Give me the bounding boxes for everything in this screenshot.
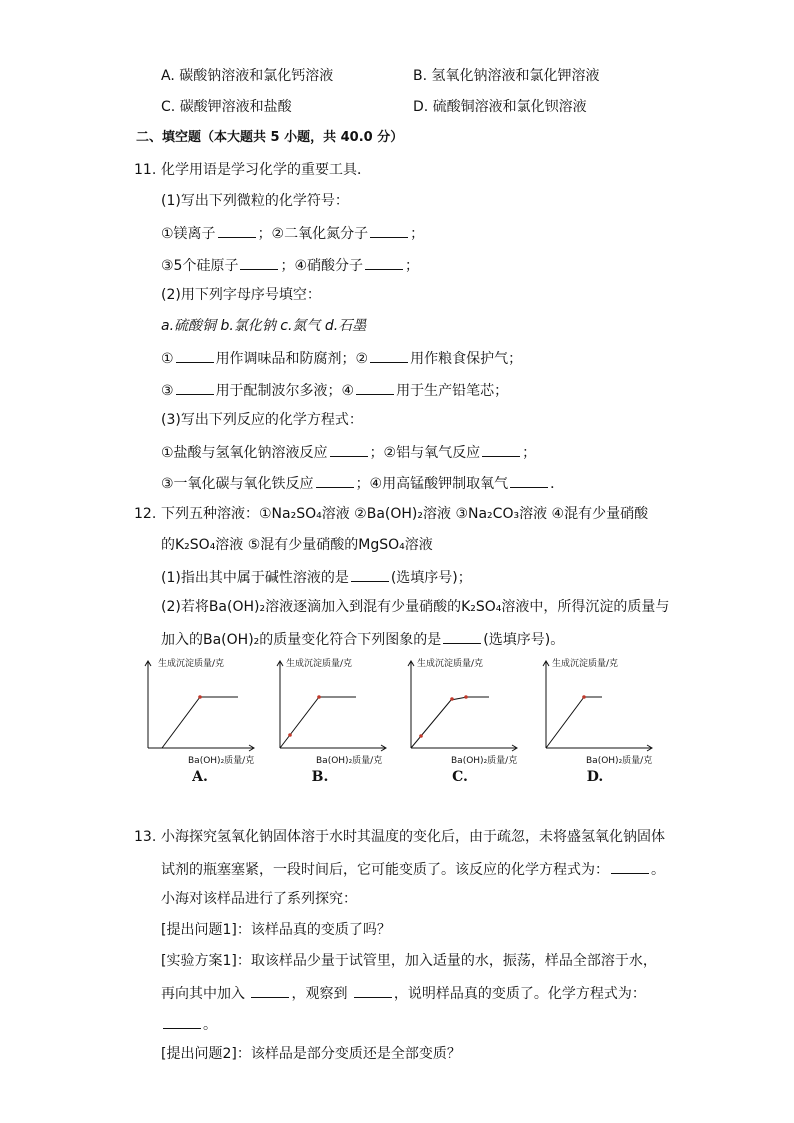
chart-option-label: D. (586, 769, 604, 785)
q10-option-a: A. 碳酸钠溶液和氯化钙溶液 (161, 68, 334, 84)
answer-blank (240, 254, 278, 270)
series-line (162, 697, 238, 748)
q13-plan1: [实验方案1]：取该样品少量于试管里，加入适量的水，振荡，样品全部溶于水， (161, 953, 657, 969)
q13-line2: 试剂的瓶塞塞紧，一段时间后，它可能变质了。该反应的化学方程式为： 。 (161, 858, 665, 880)
answer-blank (370, 347, 408, 363)
x-axis (546, 745, 652, 751)
q11-part3: (3)写出下列反应的化学方程式： (161, 412, 363, 428)
x-axis-label: Ba(OH)₂质量/克 (586, 756, 653, 766)
answer-blank (482, 441, 520, 457)
answer-blank (218, 222, 256, 238)
answer-blank (354, 982, 392, 998)
data-point (464, 695, 468, 699)
series-line (280, 697, 356, 748)
q10-option-d: D. 硫酸铜溶液和氯化钡溶液 (413, 99, 587, 115)
x-axis-label: Ba(OH)₂质量/克 (316, 756, 383, 766)
q11-line2: ③5个硅原子 ；④硝酸分子 ； (161, 254, 419, 276)
q12-line1: 下列五种溶液：①Na₂SO₄溶液 ②Ba(OH)₂溶液 ③Na₂CO₃溶液 ④混有少量硝酸 (161, 506, 649, 522)
answer-blank (443, 628, 481, 644)
x-axis (280, 745, 386, 751)
q11-line6: ③一氧化碳与氧化铁反应 ；④用高锰酸钾制取氧气 ． (161, 472, 564, 494)
chart-option-label: A. (192, 769, 208, 785)
q12-line2: 的K₂SO₄溶液 ⑤混有少量硝酸的MgSO₄溶液 (161, 537, 433, 553)
q11-line5: ①盐酸与氢氧化钠溶液反应 ；②铝与氧气反应 ； (161, 441, 536, 463)
answer-blank (611, 858, 649, 874)
x-axis-label: Ba(OH)₂质量/克 (188, 756, 255, 766)
answer-blank (251, 982, 289, 998)
answer-blank (316, 472, 354, 488)
answer-blank (176, 347, 214, 363)
q13-line3: 小海对该样品进行了系列探究： (161, 891, 357, 907)
chart-a (140, 654, 270, 789)
chart-c (403, 654, 533, 789)
y-axis-label: 生成沉淀质量/克 (286, 659, 353, 669)
q12-part2: (2)若将Ba(OH)₂溶液逐滴加入到混有少量硝酸的K₂SO₄溶液中，所得沉淀的质量与 (161, 599, 670, 615)
q11-choices: a.硫酸铜 b.氯化钠 c.氮气 d.石墨 (161, 318, 367, 334)
chart-option-label: C. (452, 769, 468, 785)
series-line (411, 697, 489, 748)
section-heading: 二、填空题（本大题共 5 小题，共 40.0 分） (136, 130, 404, 145)
answer-blank (330, 441, 368, 457)
answer-blank (510, 472, 548, 488)
x-axis (411, 745, 517, 751)
q10-option-c: C. 碳酸钾溶液和盐酸 (161, 99, 292, 115)
q12-part1: (1)指出其中属于碱性溶液的是 (选填序号)； (161, 566, 472, 588)
y-axis (277, 661, 283, 748)
q13-question1: [提出问题1]：该样品真的变质了吗？ (161, 922, 391, 938)
q11-line4: ③ 用于配制波尔多液；④ 用于生产铅笔芯； (161, 379, 508, 401)
chart-option-label: B. (311, 769, 329, 785)
q11-part2: (2)用下列字母序号填空： (161, 287, 321, 303)
answer-blank (351, 566, 389, 582)
y-axis-label: 生成沉淀质量/克 (552, 659, 619, 669)
x-axis-label: Ba(OH)₂质量/克 (451, 756, 518, 766)
q11-line3: ① 用作调味品和防腐剂；② 用作粮食保护气； (161, 347, 522, 369)
q11-part1: (1)写出下列微粒的化学符号： (161, 193, 349, 209)
y-axis (543, 661, 549, 748)
q12-part3: 加入的Ba(OH)₂的质量变化符合下列图象的是 (选填序号)。 (161, 628, 564, 650)
chart-d (538, 654, 668, 789)
y-axis-label: 生成沉淀质量/克 (158, 659, 225, 669)
q13-question2: [提出问题2]：该样品是部分变质还是全部变质？ (161, 1046, 461, 1062)
answer-blank (370, 222, 408, 238)
answer-blank (365, 254, 403, 270)
q11-number: 11. (134, 162, 157, 178)
answer-blank (176, 379, 214, 395)
q13-line7: 。 (161, 1013, 217, 1035)
q12-number: 12. (134, 506, 157, 522)
answer-blank (163, 1013, 201, 1029)
y-axis (145, 661, 151, 748)
data-point (317, 695, 321, 699)
data-point (198, 695, 202, 699)
data-point (582, 695, 586, 699)
q11-line1: ①镁离子 ；②二氧化氮分子 ； (161, 222, 424, 244)
chart-b (272, 654, 402, 789)
q11-stem: 化学用语是学习化学的重要工具． (161, 162, 371, 178)
q13-line1: 小海探究氢氧化钠固体溶于水时其温度的变化后，由于疏忽，未将盛氢氧化钠固体 (161, 829, 665, 845)
y-axis (408, 661, 414, 748)
data-point (288, 733, 292, 737)
data-point (450, 697, 454, 701)
q13-number: 13. (134, 829, 157, 845)
q10-option-b: B. 氢氧化钠溶液和氯化钾溶液 (413, 68, 600, 84)
series-line (546, 697, 602, 748)
answer-blank (356, 379, 394, 395)
data-point (419, 734, 423, 738)
y-axis-label: 生成沉淀质量/克 (417, 659, 484, 669)
q13-line6: 再向其中加入 ，观察到 ，说明样品真的变质了。化学方程式为： (161, 982, 646, 1004)
